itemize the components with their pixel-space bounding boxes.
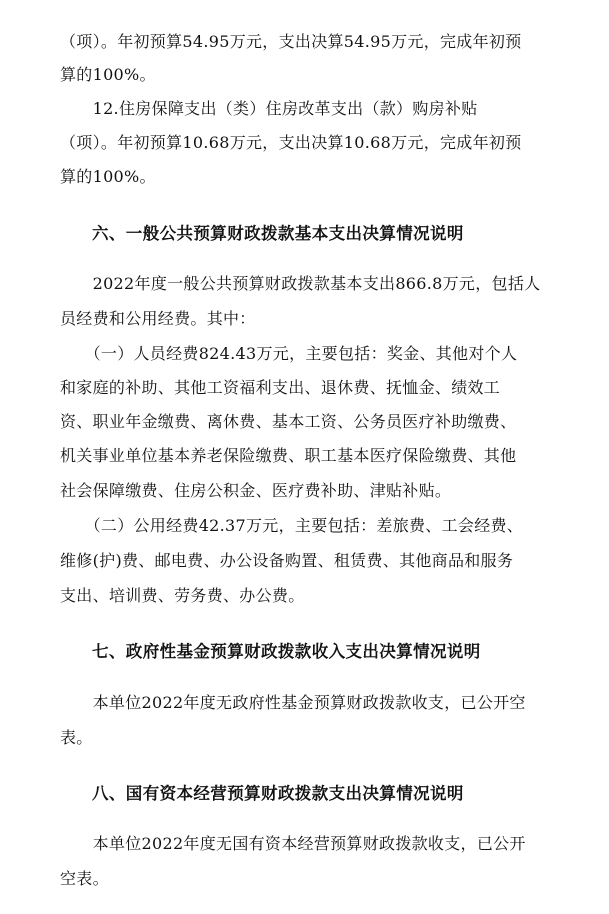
paragraph-line: 算的100%。 bbox=[60, 65, 156, 84]
paragraph-line: （一）人员经费824.43万元，主要包括：奖金、其他对个人 bbox=[60, 344, 518, 363]
paragraph-line: 支出、培训费、劳务费、办公费。 bbox=[60, 586, 305, 605]
section-heading-7: 七、政府性基金预算财政拨款收入支出决算情况说明 bbox=[92, 642, 481, 661]
paragraph-line: （项）。年初预算54.95万元，支出决算54.95万元，完成年初预 bbox=[60, 32, 522, 51]
paragraph-line: 机关事业单位基本养老保险缴费、职工基本医疗保险缴费、其他 bbox=[60, 446, 517, 465]
paragraph-line: 2022年度一般公共预算财政拨款基本支出866.8万元，包括人 bbox=[60, 274, 541, 293]
paragraph-line: 算的100%。 bbox=[60, 167, 156, 186]
paragraph-line: 表。 bbox=[60, 728, 93, 747]
paragraph-line: （项）。年初预算10.68万元，支出决算10.68万元，完成年初预 bbox=[60, 133, 522, 152]
paragraph-line: 空表。 bbox=[60, 869, 109, 888]
paragraph-line: 社会保障缴费、住房公积金、医疗费补助、津贴补贴。 bbox=[60, 481, 452, 500]
paragraph-line: （二）公用经费42.37万元，主要包括：差旅费、工会经费、 bbox=[60, 516, 524, 535]
paragraph-line: 员经费和公用经费。其中： bbox=[60, 309, 256, 328]
paragraph-line: 本单位2022年度无国有资本经营预算财政拨款收支，已公开 bbox=[60, 834, 526, 853]
paragraph-line: 维修(护)费、邮电费、办公设备购置、租赁费、其他商品和服务 bbox=[60, 551, 514, 570]
paragraph-line: 本单位2022年度无政府性基金预算财政拨款收支，已公开空 bbox=[60, 693, 526, 712]
paragraph-line: 12.住房保障支出（类）住房改革支出（款）购房补贴 bbox=[60, 99, 478, 118]
section-heading-8: 八、国有资本经营预算财政拨款支出决算情况说明 bbox=[92, 784, 464, 803]
paragraph-line: 和家庭的补助、其他工资福利支出、退休费、抚恤金、绩效工 bbox=[60, 378, 501, 397]
section-heading-6: 六、一般公共预算财政拨款基本支出决算情况说明 bbox=[92, 224, 464, 243]
paragraph-line: 资、职业年金缴费、离休费、基本工资、公务员医疗补助缴费、 bbox=[60, 412, 517, 431]
